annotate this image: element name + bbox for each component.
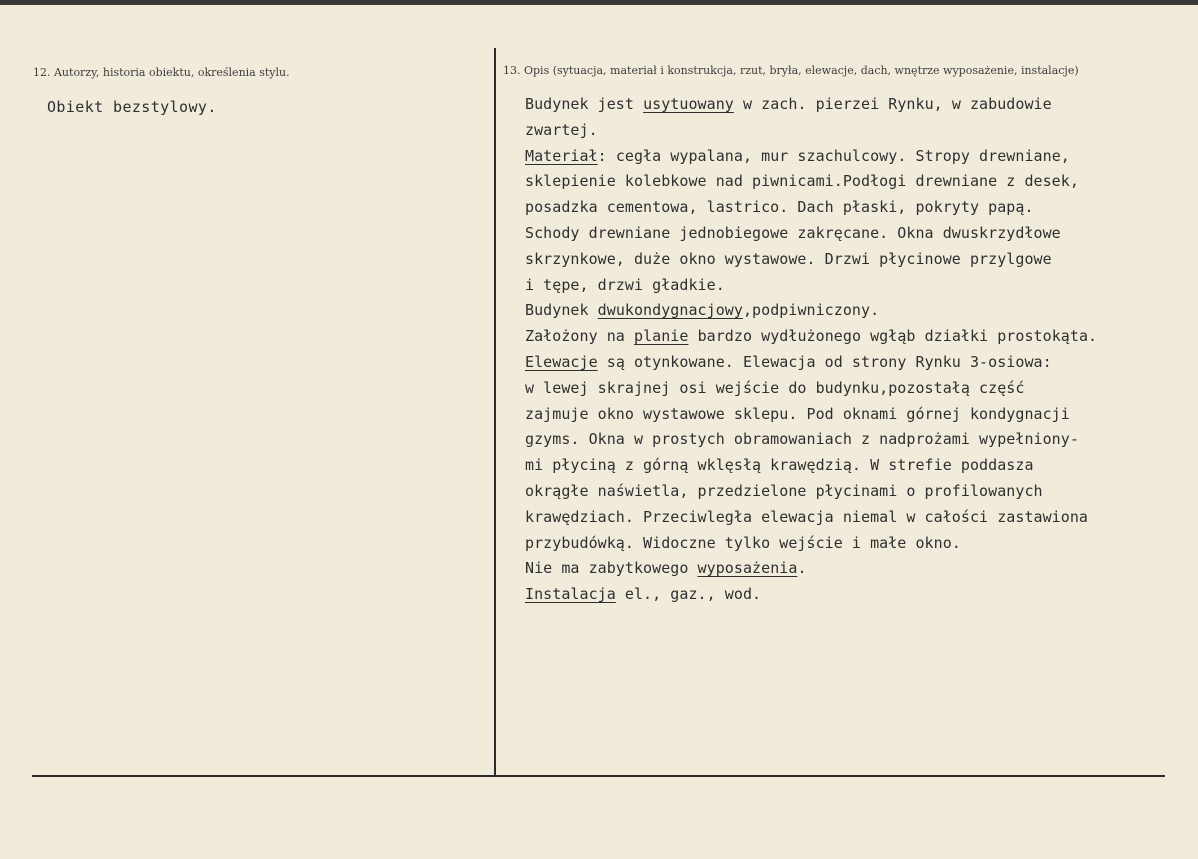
underlined-term: dwukondygnacjowy [597,301,743,320]
description-line [525,324,1165,350]
line-text: w zach. pierzei Rynku, w zabudowie [733,95,1052,113]
line-text: Schody drewniane jednobiegowe zakręcane. Okna dwuskrzydłowe [525,223,1061,242]
description-line [525,247,1165,273]
description-line [525,582,1165,608]
line-text: i tępe, drzwi gładkie. [525,275,725,294]
line-text: Nie ma zabytkowego [525,559,698,578]
description-line [525,376,1165,402]
line-text: sklepienie kolebkowe nad piwnicami.Podłogi drewniane z desek, [525,172,1079,191]
description-line [525,556,1165,582]
line-text: okrągłe naświetla, przedzielone płycinami o profilowanych [525,481,1043,500]
description-line [525,505,1165,531]
line-text: . [797,559,807,578]
line-text: są otynkowane. Elewacja od strony Rynku 3-osiowa: [597,352,1052,371]
description-line [525,531,1165,557]
underlined-term: usytuowany [643,95,734,113]
line-text: zajmuje okno wystawowe sklepu. Pod oknami górnej kondygnacji [525,404,1070,423]
underlined-term: Materiał [525,146,598,165]
line-text: ,podpiwniczony. [742,301,880,320]
description-line [525,169,1165,195]
line-text: bardzo wydłużonego wgłąb działki prostokąta. [688,327,1098,346]
description-line [525,273,1165,299]
section-13-description [525,92,1165,608]
description-line [525,221,1165,247]
description-line [525,298,1165,324]
description-line [525,350,1165,376]
bottom-rule [32,775,1165,777]
line-text: krawędziach. Przeciwległa elewacja niemal w całości zastawiona [525,507,1089,526]
section-13-header: 13. Opis (sytuacja, materiał i konstrukcja, rzut, bryła, elewacje, dach, wnętrze wyposażenie, instalacje) [503,64,1079,77]
description-line [525,118,1165,144]
column-divider [494,48,496,776]
section-12-header: 12. Autorzy, historia obiektu, określenia stylu. [33,66,290,79]
underlined-term: wyposażenia [697,559,798,578]
line-text: w lewej skrajnej osi wejście do budynku,pozostałą część [525,378,1025,397]
section-12-text: Obiekt bezstylowy. [47,98,217,116]
underlined-term: Elewacje [525,352,598,371]
description-line [525,92,1165,118]
scan-top-edge [0,0,1198,5]
description-line [525,402,1165,428]
line-text: przybudówką. Widoczne tylko wejście i małe okno. [525,533,961,552]
line-text: : cegła wypalana, mur szachulcowy. Stropy drewniane, [597,146,1070,165]
description-line [525,479,1165,505]
line-text: Założony na [525,327,634,346]
description-line [525,144,1165,170]
line-text: gzyms. Okna w prostych obramowaniach z nadprożami wypełniony- [525,430,1079,449]
line-text: Budynek jest [525,95,644,113]
underlined-term: Instalacja [525,585,616,604]
description-line [525,427,1165,453]
underlined-term: planie [633,327,689,346]
line-text: posadzka cementowa, lastrico. Dach płaski, pokryty papą. [525,198,1034,217]
line-text: zwartej. [525,120,598,139]
line-text: Budynek [525,301,598,320]
description-line [525,195,1165,221]
line-text: skrzynkowe, duże okno wystawowe. Drzwi płycinowe przylgowe [525,249,1052,268]
line-text: mi płyciną z górną wklęsłą krawędzią. W strefie poddasza [525,456,1034,475]
line-text: el., gaz., wod. [615,585,762,604]
description-line [525,453,1165,479]
